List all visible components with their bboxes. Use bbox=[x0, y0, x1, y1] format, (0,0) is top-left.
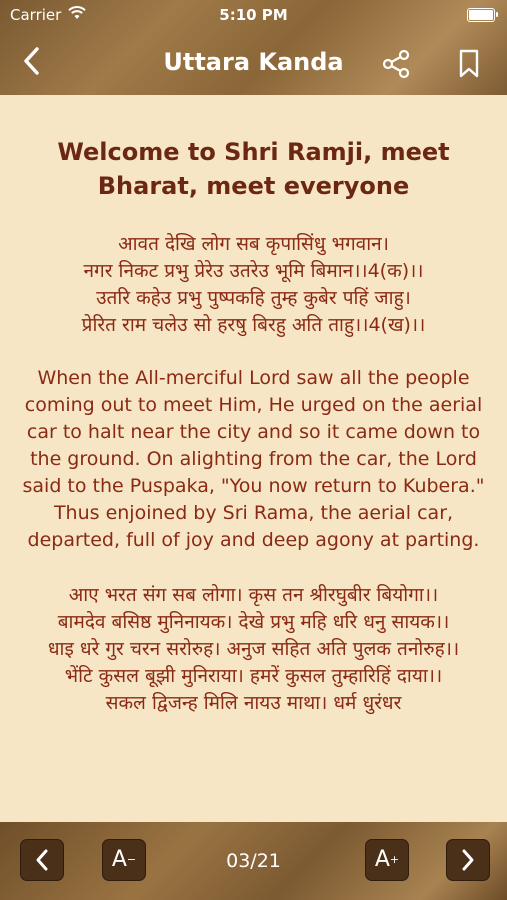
increase-font-button[interactable] bbox=[365, 839, 409, 881]
verse-block bbox=[20, 231, 487, 339]
verse-line: नगर निकट प्रभु प्रेरेउ उतरेउ भूमि बिमान।।4(क)।। bbox=[83, 260, 424, 282]
top-bar bbox=[0, 0, 507, 95]
translation-text: When the All-merciful Lord saw all the people coming out to meet Him, He urged on the aerial car to halt near the city and so it came down to the ground. On alighting from the car, the Lord said to the Puspaka, "You now return to Kubera." Thus enjoined by Sri Rama, the aerial car, departed, full of joy and deep agony at parting. bbox=[22, 367, 485, 551]
bottom-toolbar bbox=[0, 822, 507, 900]
status-time: 5:10 PM bbox=[219, 6, 288, 24]
verse-line: प्रेरित राम चलेउ सो हरषु बिरहु अति ताहु।।4(ख)।। bbox=[81, 314, 426, 336]
status-bar bbox=[0, 0, 507, 30]
verse-line: भेंटि कुसल बूझी मुनिराया। हमरें कुसल तुम्हारिहिं दाया।। bbox=[64, 665, 443, 687]
page-indicator: 03/21 bbox=[226, 850, 281, 872]
verse-block bbox=[20, 582, 487, 717]
chevron-right-icon bbox=[458, 840, 478, 880]
bookmark-button[interactable] bbox=[455, 48, 483, 80]
verse-line: धाइ धरे गुर चरन सरोरुह। अनुज सहित अति पुलक तनोरुह।। bbox=[47, 638, 460, 660]
minus-icon: − bbox=[126, 853, 137, 866]
share-button[interactable] bbox=[380, 48, 412, 80]
reading-content[interactable] bbox=[0, 95, 507, 822]
font-decrease-label: A bbox=[111, 847, 127, 872]
font-increase-label: A bbox=[374, 847, 390, 872]
bookmark-icon bbox=[455, 48, 483, 80]
chapter-title: Welcome to Shri Ramji, meet Bharat, meet everyone bbox=[57, 138, 450, 200]
battery-icon bbox=[467, 8, 495, 22]
verse-line: बामदेव बसिष्ठ मुनिनायक। देखे प्रभु महि धरि धनु सायक।। bbox=[57, 611, 450, 633]
verse-line: आए भरत संग सब लोगा। कृस तन श्रीरघुबीर बियोगा।। bbox=[68, 584, 439, 606]
nav-bar bbox=[0, 38, 507, 88]
page-title: Uttara Kanda bbox=[163, 48, 344, 76]
plus-icon: + bbox=[389, 853, 400, 866]
verse-line: आवत देखि लोग सब कृपासिंधु भगवान। bbox=[118, 233, 389, 255]
carrier-label: Carrier bbox=[10, 6, 62, 24]
verse-line: उतरि कहेउ प्रभु पुष्पकहि तुम्ह कुबेर पहिं जाहु। bbox=[96, 287, 411, 309]
next-page-button[interactable] bbox=[446, 839, 490, 881]
share-icon bbox=[380, 48, 412, 80]
verse-line: सकल द्विजन्ह मिलि नायउ माथा। धर्म धुरंधर bbox=[105, 692, 402, 714]
